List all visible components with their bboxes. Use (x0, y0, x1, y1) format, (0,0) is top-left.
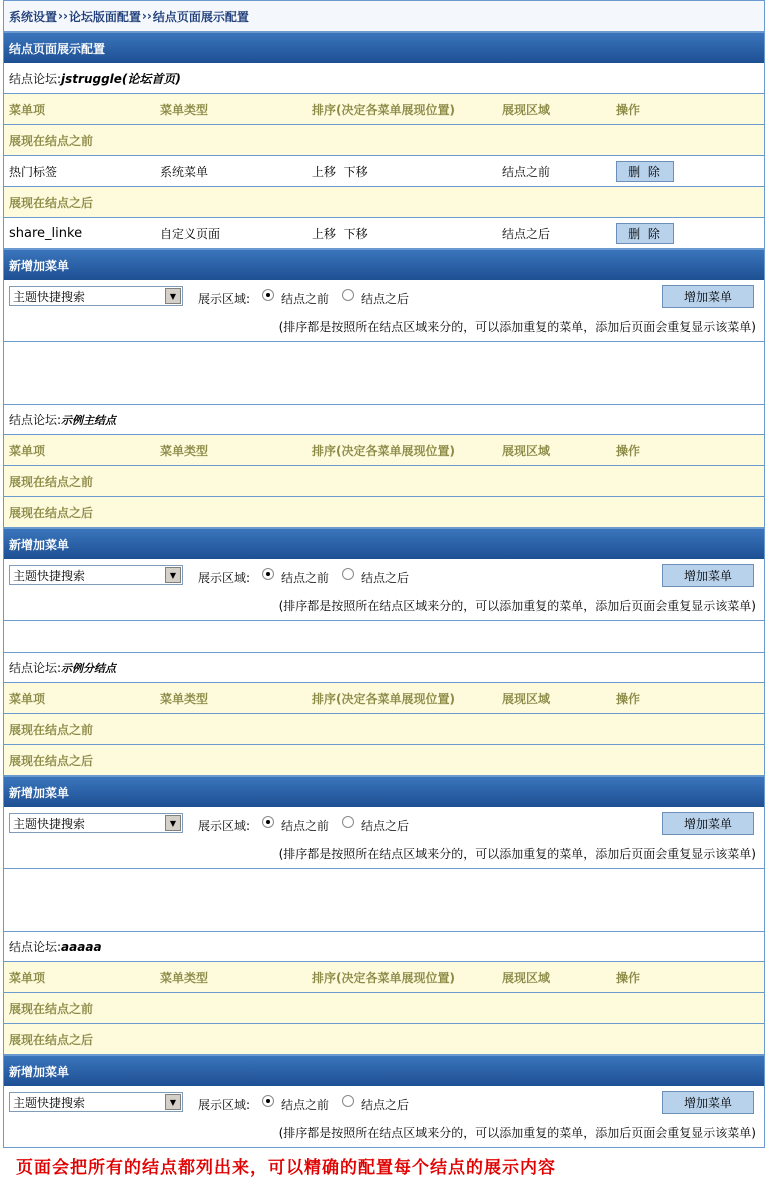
column-header-row (3, 435, 765, 466)
before-group-label: 展现在结点之前 (9, 722, 94, 737)
col-menu-item: 菜单项 (9, 691, 46, 706)
col-order: 排序(决定各菜单展现位置) (312, 443, 455, 458)
new-menu-header: 新增加菜单 (3, 528, 765, 559)
forum-label-row (3, 404, 765, 435)
breadcrumb-item-forum-config[interactable]: 论坛版面配置 (68, 9, 141, 24)
col-order: 排序(决定各菜单展现位置) (312, 102, 455, 117)
before-group-header (3, 993, 765, 1024)
forum-name: aaaaa (61, 940, 102, 954)
radio-after[interactable] (342, 816, 354, 828)
menu-select-value: 主题快捷搜索 (13, 289, 86, 304)
col-region: 展现区域 (502, 102, 551, 117)
area-label: 展示区域: (198, 571, 251, 585)
radio-before[interactable] (262, 289, 274, 301)
after-group-label: 展现在结点之后 (9, 1032, 94, 1047)
radio-after[interactable] (342, 568, 354, 580)
radio-before-label: 结点之前 (281, 292, 330, 306)
radio-before-label: 结点之前 (281, 1098, 330, 1112)
delete-button[interactable]: 删 除 (616, 223, 674, 244)
radio-after[interactable] (342, 1095, 354, 1107)
col-menu-type: 菜单类型 (160, 102, 209, 117)
new-menu-header: 新增加菜单 (3, 776, 765, 807)
move-up-link[interactable]: 上移 (312, 164, 337, 179)
table-row (3, 156, 765, 187)
radio-after-label: 结点之后 (361, 292, 410, 306)
col-action: 操作 (616, 102, 641, 117)
col-menu-item: 菜单项 (9, 970, 46, 985)
radio-before[interactable] (262, 568, 274, 580)
col-order: 排序(决定各菜单展现位置) (312, 691, 455, 706)
order-controls (312, 218, 368, 248)
menu-select-value: 主题快捷搜索 (13, 816, 86, 831)
area-label: 展示区域: (198, 292, 251, 306)
new-menu-header: 新增加菜单 (3, 249, 765, 280)
spacer (3, 342, 765, 404)
add-menu-button[interactable]: 增加菜单 (662, 812, 754, 835)
add-menu-button[interactable]: 增加菜单 (662, 285, 754, 308)
after-group-header (3, 1024, 765, 1055)
forum-prefix: 结点论坛: (9, 413, 62, 427)
before-group-label: 展现在结点之前 (9, 1001, 94, 1016)
menu-item-name: 热门标签 (9, 164, 58, 179)
col-menu-type: 菜单类型 (160, 970, 209, 985)
forum-label-row (3, 931, 765, 962)
breadcrumb-separator: ›› (141, 9, 152, 23)
menu-item-region: 结点之前 (502, 164, 551, 179)
new-menu-panel (3, 559, 765, 621)
table-row (3, 218, 765, 249)
after-group-label: 展现在结点之后 (9, 195, 94, 210)
caption-annotation: 页面会把所有的结点都列出来，可以精确的配置每个结点的展示内容 (16, 1158, 556, 1178)
menu-select[interactable] (9, 813, 183, 833)
col-action: 操作 (616, 691, 641, 706)
menu-item-type: 自定义页面 (160, 226, 221, 241)
order-controls (312, 156, 368, 186)
radio-before-label: 结点之前 (281, 571, 330, 585)
forum-label-row (3, 63, 765, 94)
menu-item-name: share_linke (9, 225, 83, 241)
col-menu-item: 菜单项 (9, 443, 46, 458)
breadcrumb-item-node-display: 结点页面展示配置 (152, 9, 249, 24)
radio-before[interactable] (262, 1095, 274, 1107)
col-order: 排序(决定各菜单展现位置) (312, 970, 455, 985)
col-action: 操作 (616, 970, 641, 985)
radio-before-label: 结点之前 (281, 819, 330, 833)
help-note: (排序都是按照所在结点区域来分的，可以添加重复的菜单，添加后页面会重复显示该菜单) (278, 320, 756, 334)
before-group-label: 展现在结点之前 (9, 133, 94, 148)
forum-prefix: 结点论坛: (9, 661, 62, 675)
move-up-link[interactable]: 上移 (312, 226, 337, 241)
col-action: 操作 (616, 443, 641, 458)
move-down-link[interactable]: 下移 (343, 164, 368, 179)
radio-after[interactable] (342, 289, 354, 301)
action-cell (616, 156, 674, 186)
menu-select[interactable] (9, 565, 183, 585)
help-note: (排序都是按照所在结点区域来分的，可以添加重复的菜单，添加后页面会重复显示该菜单) (278, 847, 756, 861)
col-menu-type: 菜单类型 (160, 443, 209, 458)
new-menu-panel (3, 280, 765, 342)
menu-item-region: 结点之后 (502, 226, 551, 241)
spacer (3, 869, 765, 931)
col-region: 展现区域 (502, 691, 551, 706)
spacer (3, 621, 765, 652)
new-menu-panel (3, 807, 765, 869)
move-down-link[interactable]: 下移 (343, 226, 368, 241)
after-group-label: 展现在结点之后 (9, 753, 94, 768)
breadcrumb (3, 0, 765, 32)
forum-name: 示例分结点 (61, 662, 117, 675)
help-note: (排序都是按照所在结点区域来分的，可以添加重复的菜单，添加后页面会重复显示该菜单) (278, 599, 756, 613)
section-title: 结点页面展示配置 (3, 32, 765, 63)
forum-name: jstruggle(论坛首页) (61, 71, 181, 86)
dropdown-arrow-icon[interactable]: ▼ (165, 815, 181, 831)
before-group-header (3, 714, 765, 745)
after-group-header (3, 187, 765, 218)
breadcrumb-item-system-settings[interactable]: 系统设置 (9, 9, 58, 24)
dropdown-arrow-icon[interactable]: ▼ (165, 567, 181, 583)
after-group-header (3, 745, 765, 776)
forum-prefix: 结点论坛: (9, 71, 62, 86)
forum-name: 示例主结点 (61, 414, 117, 427)
add-menu-button[interactable]: 增加菜单 (662, 564, 754, 587)
after-group-header (3, 497, 765, 528)
action-cell (616, 218, 674, 248)
help-note: (排序都是按照所在结点区域来分的，可以添加重复的菜单，添加后页面会重复显示该菜单) (278, 1126, 756, 1140)
menu-select-value: 主题快捷搜索 (13, 568, 86, 583)
dropdown-arrow-icon[interactable]: ▼ (165, 288, 181, 304)
column-header-row (3, 683, 765, 714)
new-menu-header: 新增加菜单 (3, 1055, 765, 1086)
dropdown-arrow-icon[interactable]: ▼ (165, 1094, 181, 1110)
after-group-label: 展现在结点之后 (9, 505, 94, 520)
new-menu-panel (3, 1086, 765, 1148)
breadcrumb-separator: ›› (58, 9, 68, 23)
delete-button[interactable]: 删 除 (616, 161, 674, 182)
column-header-row (3, 962, 765, 993)
radio-after-label: 结点之后 (361, 1098, 410, 1112)
radio-after-label: 结点之后 (361, 571, 410, 585)
radio-after-label: 结点之后 (361, 819, 410, 833)
forum-label-row (3, 652, 765, 683)
area-label: 展示区域: (198, 1098, 251, 1112)
col-region: 展现区域 (502, 443, 551, 458)
menu-select[interactable] (9, 286, 183, 306)
forum-prefix: 结点论坛: (9, 940, 62, 954)
col-menu-item: 菜单项 (9, 102, 46, 117)
radio-before[interactable] (262, 816, 274, 828)
before-group-header (3, 125, 765, 156)
add-menu-button[interactable]: 增加菜单 (662, 1091, 754, 1114)
menu-select[interactable] (9, 1092, 183, 1112)
col-menu-type: 菜单类型 (160, 691, 209, 706)
area-label: 展示区域: (198, 819, 251, 833)
column-header-row (3, 94, 765, 125)
before-group-label: 展现在结点之前 (9, 474, 94, 489)
menu-item-type: 系统菜单 (160, 164, 209, 179)
before-group-header (3, 466, 765, 497)
menu-select-value: 主题快捷搜索 (13, 1095, 86, 1110)
col-region: 展现区域 (502, 970, 551, 985)
